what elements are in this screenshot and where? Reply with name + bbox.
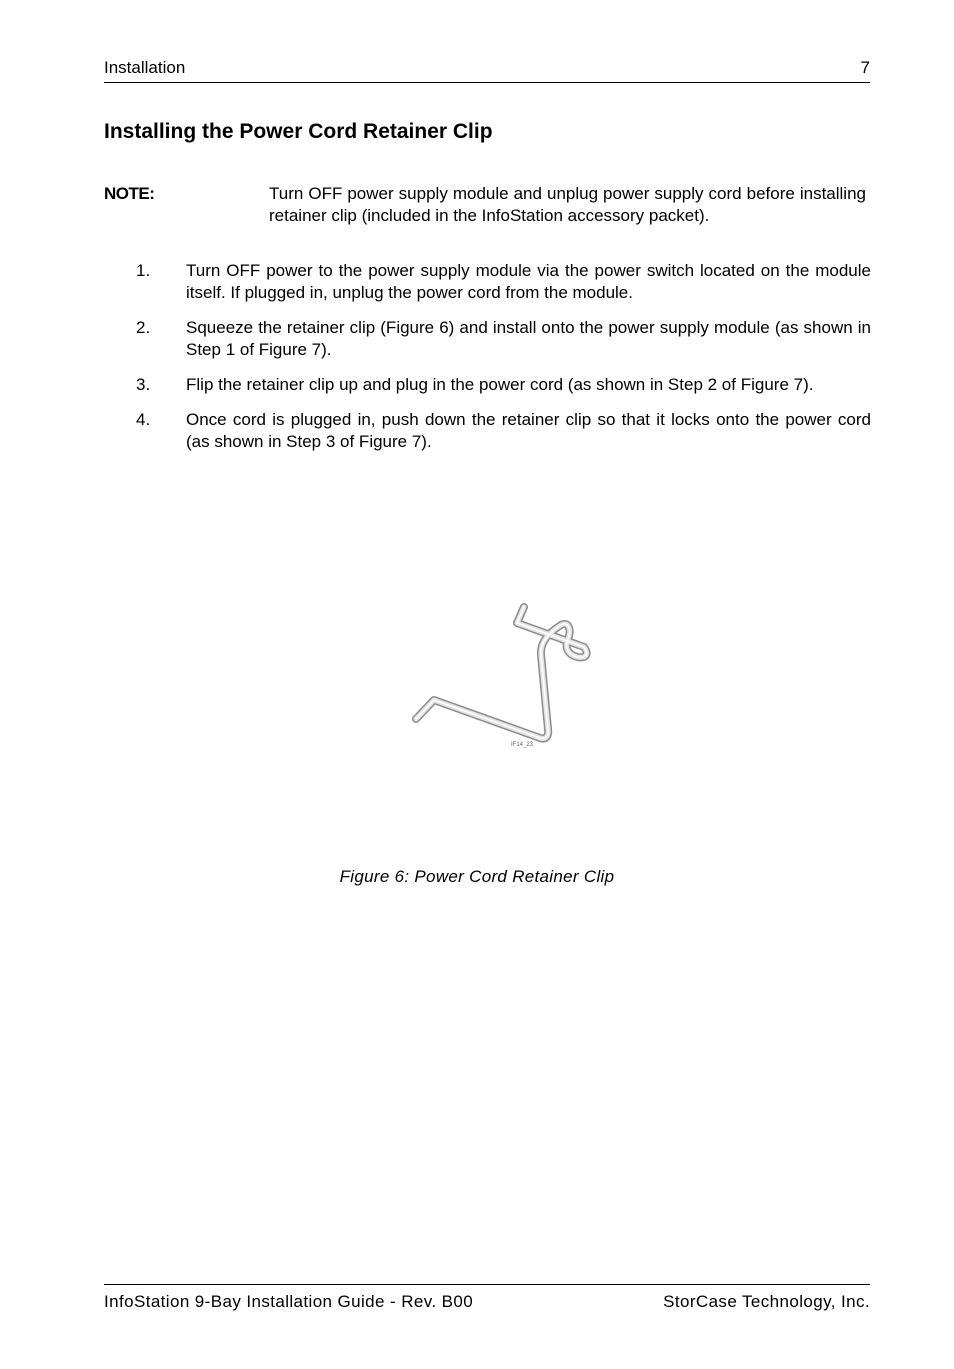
header-page-number: 7 (860, 58, 870, 77)
installation-steps (104, 260, 871, 466)
page-footer (104, 1284, 870, 1311)
step-4 (104, 409, 871, 453)
step-text: Flip the retainer clip up and plug in the power cord (as shown in Step 2 of Figure 7). (186, 375, 814, 394)
footer-document-title: InfoStation 9-Bay Installation Guide - Rev. B00 (104, 1292, 474, 1311)
page-header (104, 56, 870, 83)
step-1 (104, 260, 871, 304)
step-number: 4. (136, 410, 151, 429)
note-label: NOTE: (104, 184, 155, 203)
step-2 (104, 317, 871, 361)
figure-code: IF14_23 (511, 742, 534, 748)
step-number: 1. (136, 261, 151, 280)
header-section-title: Installation (104, 58, 186, 77)
note-text: Turn OFF power supply module and unplug power supply cord before installing retainer clip (included in the InfoStation accessory packet). (269, 184, 866, 225)
retainer-clip-illustration (400, 595, 600, 760)
step-3 (104, 374, 871, 396)
step-text: Once cord is plugged in, push down the retainer clip so that it locks onto the power cord (as shown in Step 3 of Figure 7). (186, 410, 871, 451)
page-title: Installing the Power Cord Retainer Clip (104, 120, 493, 143)
step-number: 2. (136, 318, 151, 337)
step-number: 3. (136, 375, 151, 394)
footer-company: StorCase Technology, Inc. (663, 1292, 870, 1311)
step-text: Turn OFF power to the power supply module via the power switch located on the module itself. If plugged in, unplug the power cord from the module. (186, 261, 871, 302)
step-text: Squeeze the retainer clip (Figure 6) and install onto the power supply module (as shown in Step 1 of Figure 7). (186, 318, 871, 359)
figure-caption: Figure 6: Power Cord Retainer Clip (339, 867, 615, 886)
